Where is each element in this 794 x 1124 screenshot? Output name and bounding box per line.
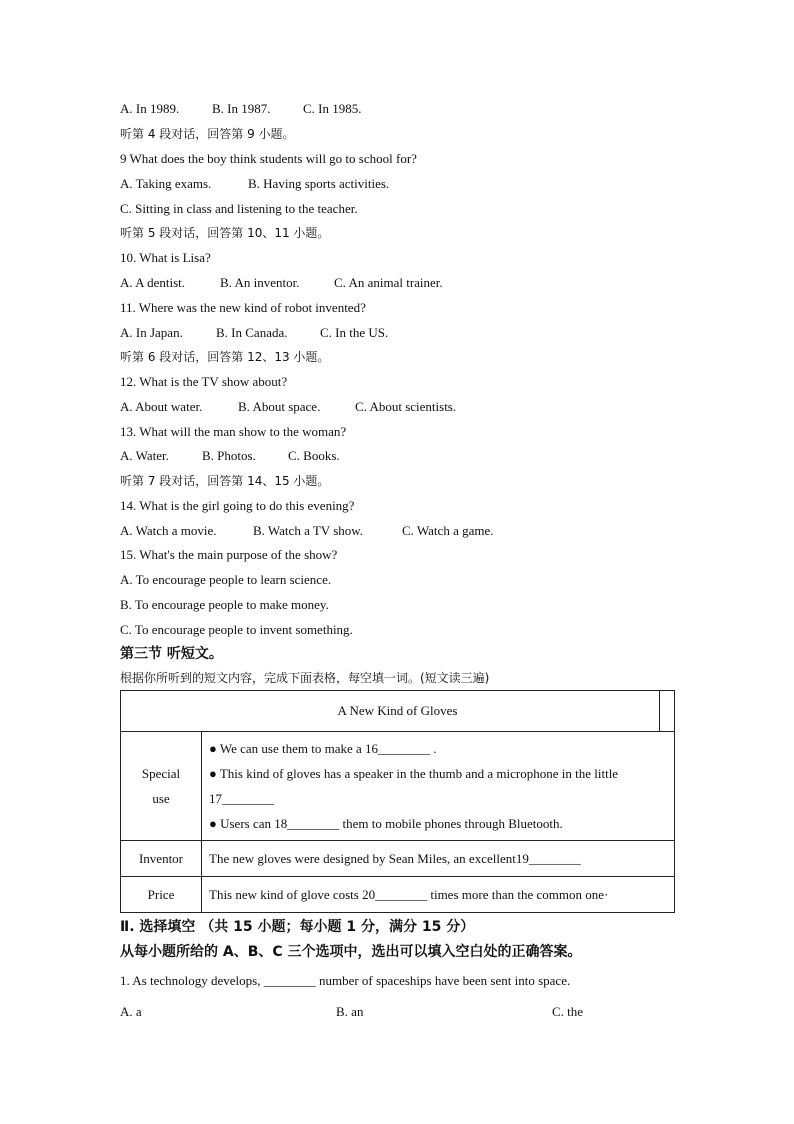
q14-option-b: B. Watch a TV show. [253, 523, 364, 538]
instruction-dialogue-6: 听第 6 段对话，回答第 12、13 小题。 [120, 350, 330, 364]
special-use-line-4: ● Users can 18________ them to mobile phones through Bluetooth. [209, 816, 563, 831]
instruction-dialogue-7: 听第 7 段对话，回答第 14、15 小题。 [120, 474, 330, 488]
part2-q1-option-c: C. the [552, 1004, 584, 1019]
question-15: 15. What's the main purpose of the show? [120, 547, 338, 562]
q9-option-c: C. Sitting in class and listening to the teacher. [120, 201, 358, 216]
q10-option-a: A. A dentist. [120, 275, 186, 290]
part2-q1-option-a: A. a [120, 1004, 142, 1019]
q12-options [120, 399, 456, 415]
table-divider [659, 691, 660, 731]
instruction-dialogue-5: 听第 5 段对话，回答第 10、11 小题。 [120, 226, 330, 240]
q8-option-c: C. In 1985. [303, 101, 362, 116]
q10-option-b: B. An inventor. [220, 275, 300, 290]
price-content: This new kind of glove costs 20________ times more than the common one· [202, 877, 675, 913]
part2-q1-options [120, 1004, 583, 1020]
q10-option-c: C. An animal trainer. [334, 275, 443, 290]
special-use-content [202, 732, 675, 841]
question-9: 9 What does the boy think students will go to school for? [120, 151, 417, 166]
special-use-label: Special use [121, 732, 202, 841]
q14-option-c: C. Watch a game. [402, 523, 494, 538]
question-14: 14. What is the girl going to do this evening? [120, 498, 355, 513]
q12-option-a: A. About water. [120, 399, 203, 414]
inventor-content: The new gloves were designed by Sean Miles, an excellent19________ [202, 841, 675, 877]
q11-option-b: B. In Canada. [216, 325, 288, 340]
special-use-line-2: ● This kind of gloves has a speaker in the thumb and a microphone in the little [209, 766, 619, 781]
q12-option-b: B. About space. [238, 399, 321, 414]
q11-options [120, 325, 388, 341]
question-12: 12. What is the TV show about? [120, 374, 288, 389]
part-2-title: Ⅱ. 选择填空 （共 15 小题；每小题 1 分，满分 15 分） [120, 919, 475, 935]
q8-option-b: B. In 1987. [212, 101, 271, 116]
q9-option-a: A. Taking exams. [120, 176, 212, 191]
q15-option-a: A. To encourage people to learn science. [120, 572, 332, 587]
q9-option-b: B. Having sports activities. [248, 176, 390, 191]
q10-options [120, 275, 443, 291]
q13-option-b: B. Photos. [202, 448, 256, 463]
q11-option-a: A. In Japan. [120, 325, 183, 340]
part2-question-1: 1. As technology develops, ________ number of spaceships have been sent into space. [120, 973, 571, 988]
section-3-instruction: 根据你所听到的短文内容，完成下面表格，每空填一词。(短文读三遍) [120, 671, 490, 685]
part-2-instruction: 从每小题所给的 A、B、C 三个选项中，选出可以填入空白处的正确答案。 [120, 944, 582, 960]
special-use-line-3: 17________ [209, 791, 274, 806]
q15-option-b: B. To encourage people to make money. [120, 597, 329, 612]
question-10: 10. What is Lisa? [120, 250, 211, 265]
question-13: 13. What will the man show to the woman? [120, 424, 347, 439]
table-title: A New Kind of Gloves [337, 703, 458, 718]
q9-options-ab [120, 176, 389, 192]
price-label: Price [121, 877, 202, 913]
q8-option-a: A. In 1989. [120, 101, 180, 116]
q14-option-a: A. Watch a movie. [120, 523, 217, 538]
special-use-line-1: ● We can use them to make a 16________ . [209, 741, 437, 756]
q13-option-a: A. Water. [120, 448, 169, 463]
gloves-table [120, 690, 675, 913]
part2-q1-option-b: B. an [336, 1004, 364, 1019]
q15-option-c: C. To encourage people to invent something. [120, 622, 353, 637]
q8-options [120, 101, 362, 117]
instruction-dialogue-4: 听第 4 段对话，回答第 9 小题。 [120, 127, 295, 141]
question-11: 11. Where was the new kind of robot invented? [120, 300, 366, 315]
q11-option-c: C. In the US. [320, 325, 389, 340]
q14-options [120, 523, 494, 539]
q13-option-c: C. Books. [288, 448, 340, 463]
q12-option-c: C. About scientists. [355, 399, 457, 414]
section-3-title: 第三节 听短文。 [120, 646, 223, 662]
inventor-label: Inventor [121, 841, 202, 877]
q13-options [120, 448, 340, 464]
table-title-cell [121, 691, 675, 732]
